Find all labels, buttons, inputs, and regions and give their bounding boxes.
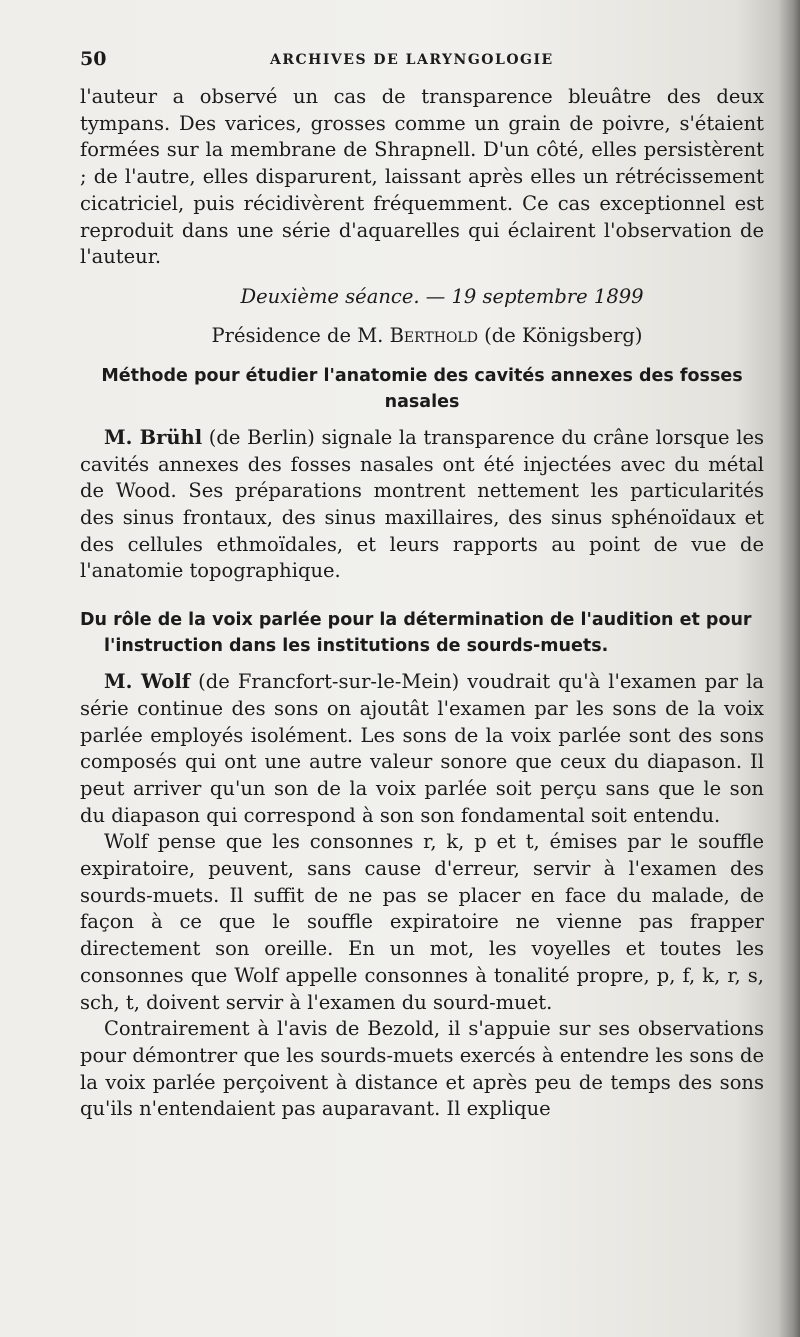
wolf-paragraph — [80, 669, 764, 829]
presidency-suffix: (de Königsberg) — [477, 323, 643, 347]
bruhl-text: (de Berlin) signale la transparence du crâne lorsque les cavités annexes des fosses nasales ont été injectées avec du métal de Wood. Ses préparations montrent nettement les particularités des sinus frontaux, des sinus maxillaires, des sinus sphénoïdaux et des cellules ethmoïdales, et leurs rapports au point de vue de l'anatomie topographique. — [80, 425, 764, 583]
speaker-bruhl: M. Brühl — [104, 425, 203, 449]
presidency-prefix: Présidence de M. — [211, 323, 390, 347]
presidency-line — [80, 324, 764, 347]
running-head: ARCHIVES DE LARYNGOLOGIE — [270, 52, 554, 68]
intro-paragraph: l'auteur a observé un cas de transparence bleuâtre des deux tympans. Des varices, grosses comme un grain de poivre, s'étaient formées sur la membrane de Shrapnell. D'un côté, elles persistèrent ; de l'autre, elles disparurent, laissant après elles un rétrécissement cicatriciel, puis récidivèrent fréquemment. Ce cas exceptionnel est reproduit dans une série d'aquarelles qui éclairent l'observation de l'auteur. — [80, 85, 764, 269]
page-number: 50 — [80, 48, 107, 70]
speaker-wolf: M. Wolf — [104, 670, 191, 694]
section-heading-anatomy: Méthode pour étudier l'anatomie des cavités annexes des fosses nasales — [101, 365, 743, 412]
page-edge-shadow — [778, 0, 800, 1337]
session-line: Deuxième séance. — 19 septembre 1899 — [240, 284, 644, 308]
bezold-paragraph: Contrairement à l'avis de Bezold, il s'appuie sur ses observations pour démontrer que les sourds-muets exercés à entendre les sons de la voix parlée perçoivent à distance et après peu de temps des sons qu'ils n'entendaient pas auparavant. Il explique — [80, 1017, 764, 1121]
wolf-text: (de Francfort-sur-le-Mein) voudrait qu'à l'examen par la série continue des sons on ajoutât l'examen par les sons de la voix parlée employés isolément. Les sons de la voix parlée sont des sons composés qui ont une autre valeur sonore que ceux du diapason. Il peut arriver qu'un son de la voix parlée soit perçu sans que le son du diapason qui correspond à son son fondamental soit entendu. — [80, 670, 764, 827]
presidency-name: Berthold — [389, 323, 478, 347]
section-heading-voice: Du rôle de la voix parlée pour la détermination de l'audition et pour l'instruction dans les institutions de sourds-muets. — [80, 610, 752, 657]
bruhl-paragraph — [80, 425, 764, 585]
page-header — [80, 44, 764, 84]
wolf-consonants-paragraph: Wolf pense que les consonnes r, k, p et t, émises par le souffle expiratoire, peuvent, sans cause d'erreur, servir à l'examen des sourds-muets. Il suffit de ne pas se placer en face du malade, de façon à ce que le souffle expiratoire ne vienne pas frapper directement son oreille. En un mot, les voyelles et toutes les consonnes que Wolf appelle consonnes à tonalité propre, p, f, k, r, s, sch, t, doivent servir à l'examen du sourd-muet. — [80, 830, 764, 1014]
